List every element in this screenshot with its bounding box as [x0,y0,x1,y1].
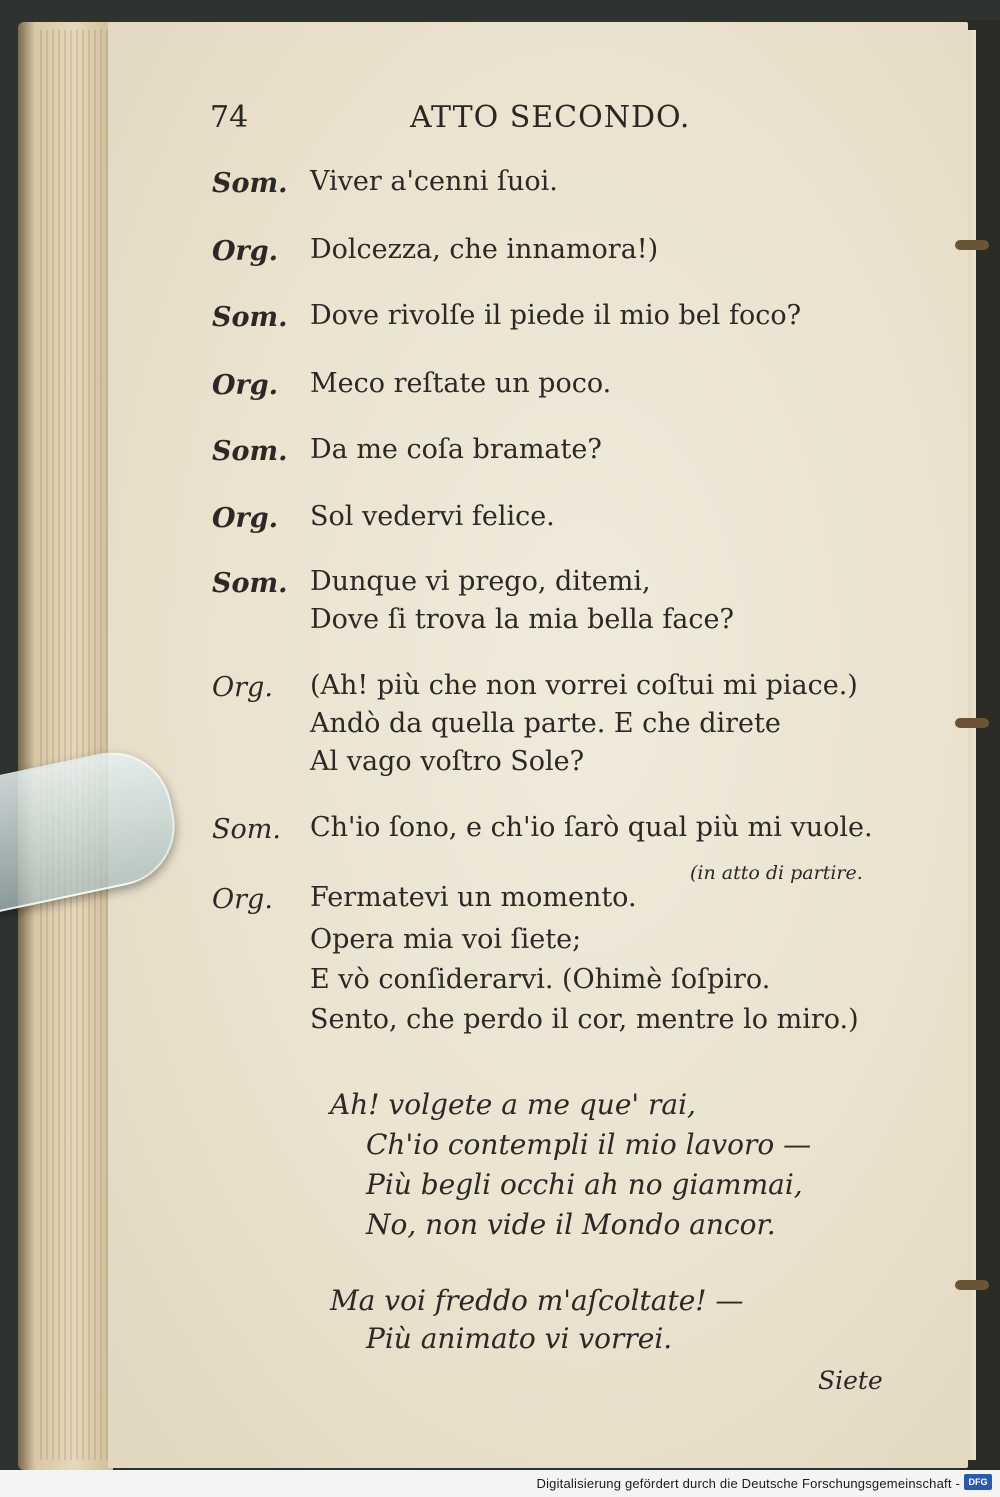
binding-thread [955,718,989,728]
running-title: ATTO SECONDO. [410,100,691,135]
binding-thread [955,1280,989,1290]
speaker-label: Org. [212,236,279,267]
verse-line: Ch'io ſono, e ch'io ſarò qual più mi vuole. [310,812,873,843]
verse-line: Sol vedervi felice. [310,501,555,532]
verse-line: Dove ſi trova la mia bella face? [310,604,734,635]
verse-line: Dove rivolſe il piede il mio bel foco? [310,300,802,331]
speaker-label: Org. [212,503,279,534]
verse-line: Da me coſa bramate? [310,434,602,465]
verse-line: E vò conſiderarvi. (Ohimè ſoſpiro. [310,964,771,995]
speaker-label: Som. [212,168,288,199]
verse-line: Viver a'cenni ſuoi. [310,166,558,197]
verse-line: Sento, che perdo il cor, mentre lo miro.) [310,1004,859,1035]
verse-line: Al vago voſtro Sole? [310,746,585,777]
speaker-label: Som. [212,568,288,599]
speaker-label: Org. [212,370,279,401]
verse-line: Dolcezza, che innamora!) [310,234,659,265]
speaker-label: Som. [212,436,288,467]
verse-line: Andò da quella parte. E che direte [310,708,781,739]
dfg-logo: DFG [964,1474,992,1490]
verse-line: Fermatevi un momento. [310,882,637,913]
footer-credit: Digitalisierung gefördert durch die Deutsche Forschungsgemeinschaft - [536,1476,960,1491]
binding-thread [955,240,989,250]
stage-direction: (in atto di partire. [690,862,863,884]
speaker-label: Org. [212,884,273,915]
verse-line: Opera mia voi ſiete; [310,924,582,955]
aria-line: Più begli occhi ah no giammai, [366,1168,803,1201]
verse-line: Dunque vi prego, ditemi, [310,566,651,597]
aria-line: Ah! volgete a me que' rai, [330,1088,696,1121]
aria-line: Più animato vi vorrei. [366,1322,673,1355]
catchword: Siete [818,1366,883,1395]
verse-line: Meco reſtate un poco. [310,368,612,399]
speaker-label: Som. [212,302,288,333]
speaker-label: Org. [212,672,273,703]
aria-line: No, non vide il Mondo ancor. [366,1208,776,1241]
page-number: 74 [210,100,249,135]
verse-line: (Ah! più che non vorrei coſtui mi piace.) [310,670,858,701]
aria-line: Ma voi freddo m'aſcoltate! — [330,1284,744,1317]
aria-line: Ch'io contempli il mio lavoro — [366,1128,812,1161]
speaker-label: Som. [212,814,281,845]
page-edge-texture [40,30,110,1460]
